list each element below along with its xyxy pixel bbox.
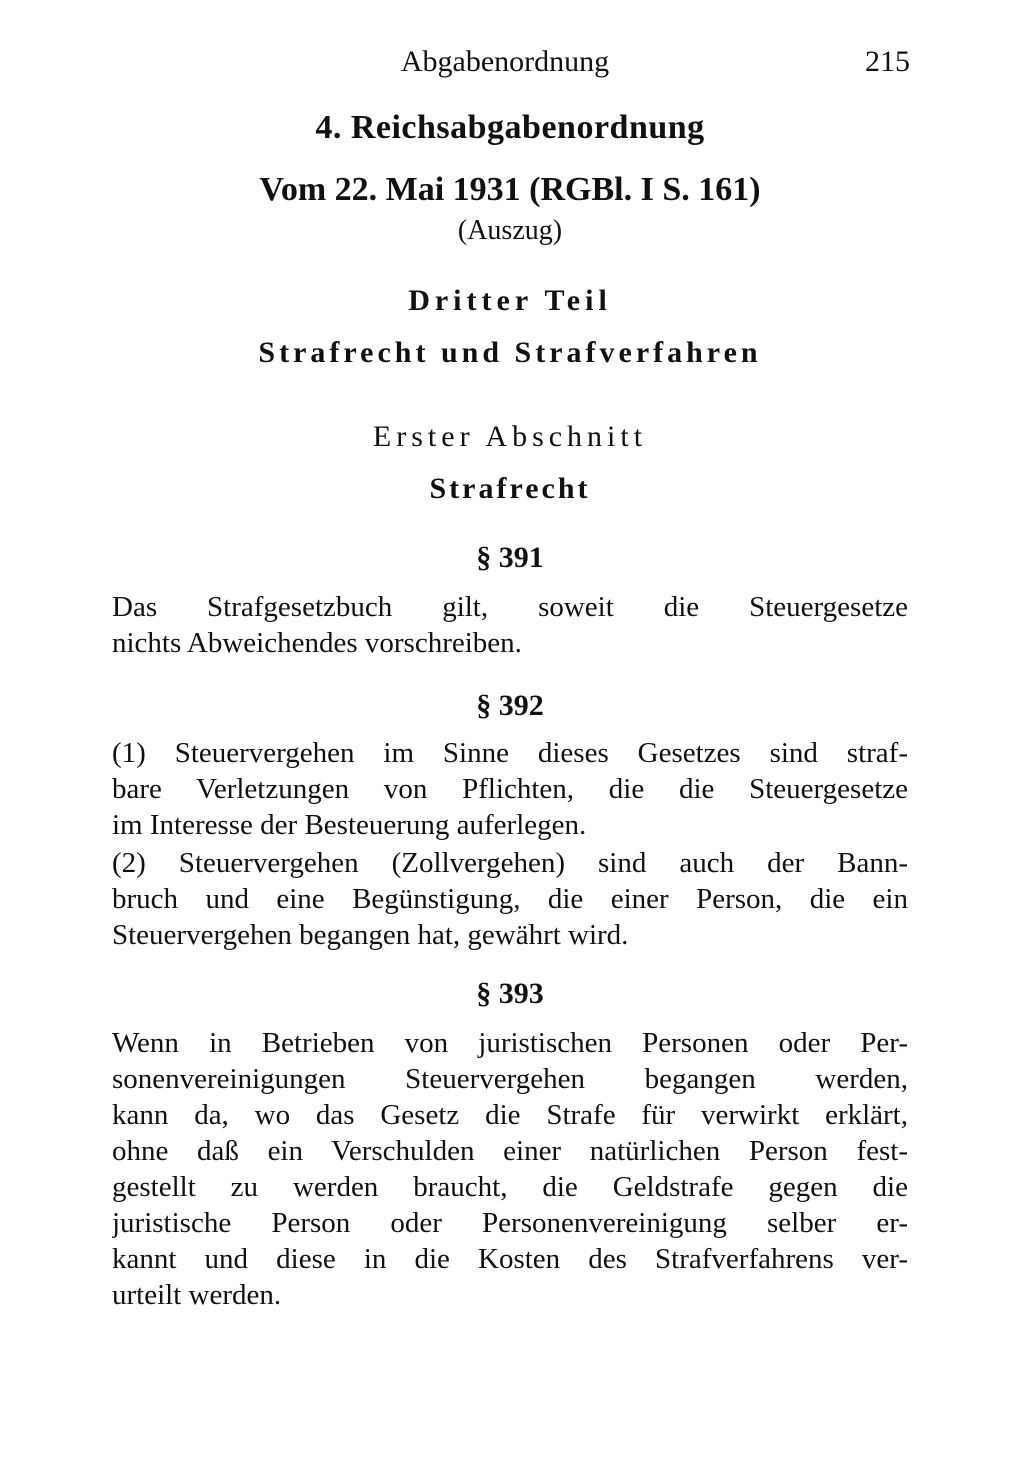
- text-line: Wenn in Betrieben von juristischen Personen oder Per-: [112, 1027, 908, 1059]
- text-line: nichts Abweichendes vorschreiben.: [112, 627, 522, 659]
- part-number: Dritter Teil: [408, 284, 612, 317]
- text-line: kann da, wo das Gesetz die Strafe für verwirkt erklärt,: [112, 1099, 908, 1131]
- text-line: kannt und diese in die Kosten des Strafverfahrens ver-: [112, 1243, 908, 1275]
- text-line: juristische Person oder Personenvereinigung selber er-: [112, 1207, 908, 1239]
- paragraph-text: [112, 1026, 908, 1314]
- paragraph-heading: § 391: [476, 541, 544, 574]
- running-title: Abgabenordnung: [400, 45, 610, 78]
- text-line: (2) Steuervergehen (Zollvergehen) sind auch der Bann-: [112, 847, 908, 879]
- page-number: 215: [865, 45, 910, 78]
- text-line: bruch und eine Begünstigung, die einer Person, die ein: [112, 883, 908, 915]
- paragraph-text: [112, 736, 908, 844]
- text-line: (1) Steuervergehen im Sinne dieses Gesetzes sind straf-: [112, 737, 908, 769]
- paragraph-text: [112, 846, 908, 954]
- paragraph-text: [112, 590, 908, 662]
- text-line: sonenvereinigungen Steuervergehen begangen werden,: [112, 1063, 908, 1095]
- running-header: [0, 42, 1024, 82]
- text-line: ohne daß ein Verschulden einer natürlichen Person fest-: [112, 1135, 908, 1167]
- text-line: gestellt zu werden braucht, die Geldstrafe gegen die: [112, 1171, 908, 1203]
- text-line: Steuervergehen begangen hat, gewährt wird.: [112, 919, 629, 951]
- section-number: Erster Abschnitt: [372, 420, 648, 453]
- paragraph-heading: § 392: [476, 689, 544, 722]
- part-title: Strafrecht und Strafverfahren: [258, 336, 762, 369]
- text-line: im Interesse der Besteuerung auferlegen.: [112, 809, 587, 841]
- act-note: (Auszug): [457, 215, 563, 246]
- section-title: Strafrecht: [429, 472, 591, 505]
- text-line: Das Strafgesetzbuch gilt, soweit die Steuergesetze: [112, 591, 908, 623]
- text-line: bare Verletzungen von Pflichten, die die Steuergesetze: [112, 773, 908, 805]
- act-title: 4. Reichsabgabenordnung: [315, 109, 705, 146]
- act-date: Vom 22. Mai 1931 (RGBl. I S. 161): [259, 171, 761, 208]
- text-line: urteilt werden.: [112, 1279, 282, 1311]
- paragraph-heading: § 393: [476, 977, 544, 1010]
